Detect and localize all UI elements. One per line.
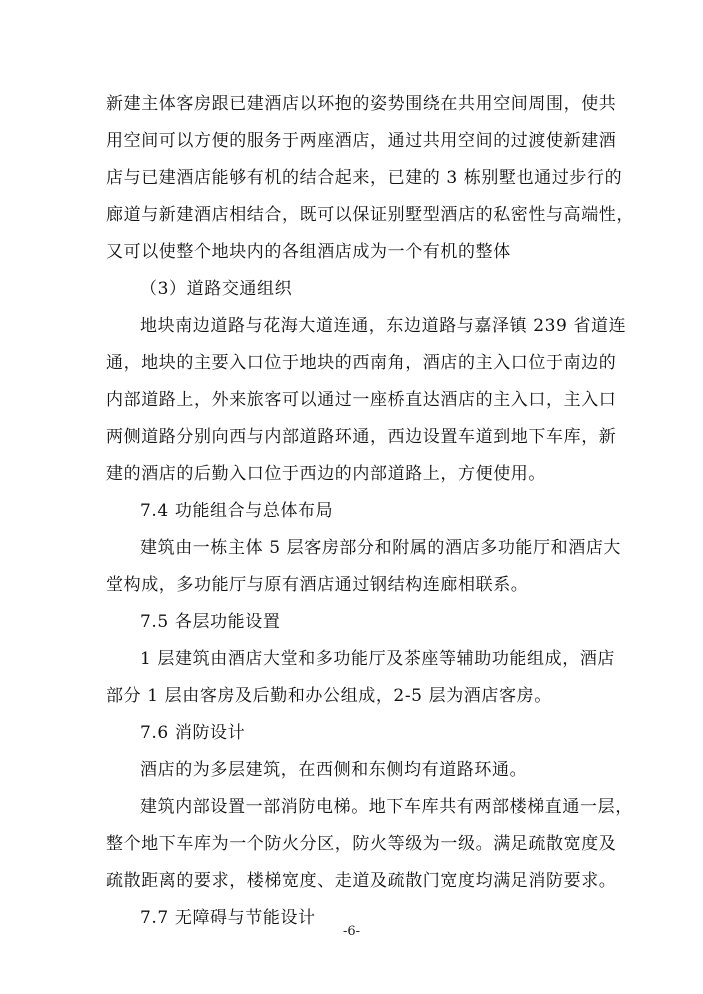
body-text-line: 新建主体客房跟已建酒店以环抱的姿势围绕在共用空间周围，使共	[106, 94, 617, 114]
section-heading: 7.6 消防设计	[140, 723, 246, 743]
section-heading: 7.4 功能组合与总体布局	[140, 501, 334, 521]
body-text-line: 两侧道路分别向西与内部道路环通，西边设置车道到地下车库，新	[106, 427, 617, 447]
body-text-line: 疏散距离的要求，楼梯宽度、走道及疏散门宽度均满足消防要求。	[106, 871, 617, 891]
body-text-line: 建的酒店的后勤入口位于西边的内部道路上，方便使用。	[106, 464, 546, 484]
section-heading: 7.7 无障碍与节能设计	[140, 908, 316, 928]
body-text-line: 廊道与新建酒店相结合，既可以保证别墅型酒店的私密性与高端性，	[106, 205, 634, 225]
body-text-line: 建筑内部设置一部消防电梯。地下车库共有两部楼梯直通一层，	[140, 797, 633, 817]
body-text-line: 内部道路上，外来旅客可以通过一座桥直达酒店的主入口，主入口	[106, 390, 617, 410]
body-text-line: 店与已建酒店能够有机的结合起来，已建的 3 栋别墅也通过步行的	[106, 168, 623, 188]
body-text-line: 地块南边道路与花海大道连通，东边道路与嘉泽镇 239 省道连	[140, 316, 627, 336]
body-text-line: 酒店的为多层建筑，在西侧和东侧均有道路环通。	[140, 760, 528, 780]
body-text-line: 部分 1 层由客房及后勤和办公组成，2-5 层为酒店客房。	[106, 686, 552, 706]
body-text-line: 堂构成，多功能厅与原有酒店通过钢结构连廊相联系。	[106, 575, 529, 595]
body-text-line: 用空间可以方便的服务于两座酒店，通过共用空间的过渡使新建酒	[106, 131, 617, 151]
body-text-line: 又可以使整个地块内的各组酒店成为一个有机的整体	[106, 242, 511, 262]
body-text-line: 1 层建筑由酒店大堂和多功能厅及茶座等辅助功能组成，酒店	[140, 649, 616, 669]
body-text-line: 通，地块的主要入口位于地块的西南角，酒店的主入口位于南边的	[106, 353, 617, 373]
body-text-line: 整个地下车库为一个防火分区，防火等级为一级。满足疏散宽度及	[106, 834, 617, 854]
body-text-line: 建筑由一栋主体 5 层客房部分和附属的酒店多功能厅和酒店大	[140, 538, 622, 558]
section-heading: （3）道路交通组织	[140, 279, 293, 299]
section-heading: 7.5 各层功能设置	[140, 612, 281, 632]
page-number: -6-	[342, 924, 361, 939]
